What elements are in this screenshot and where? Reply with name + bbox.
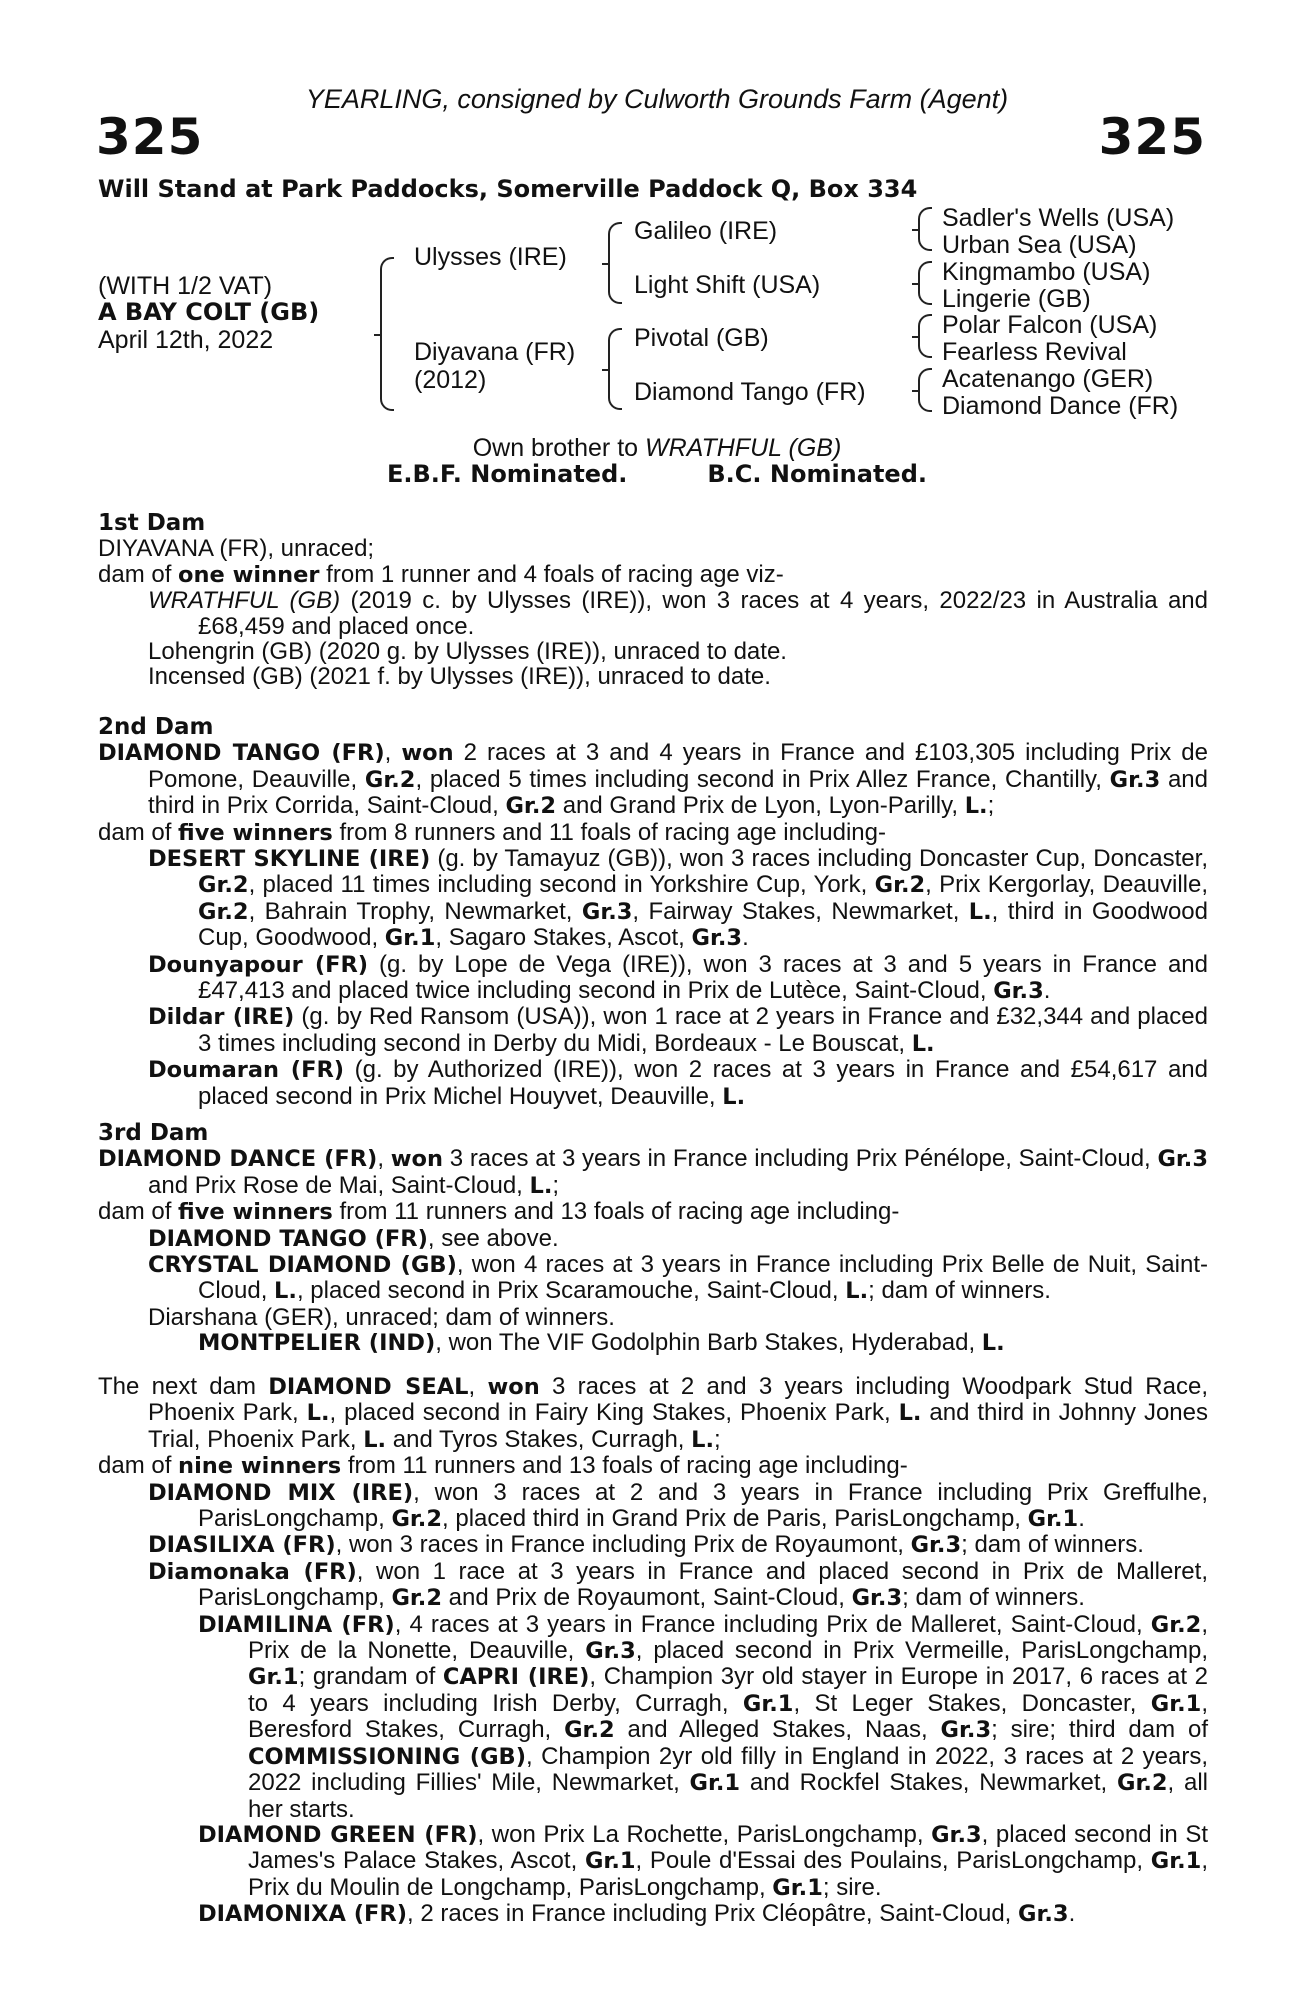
produce-summary: dam of one winner from 1 runner and 4 foals of racing age viz- xyxy=(98,560,784,588)
sire-line-brace xyxy=(608,222,622,304)
nominations xyxy=(0,460,1314,488)
second-dam-section xyxy=(98,715,1208,1110)
great-grandsire-1: Sadler's Wells (USA) xyxy=(942,204,1175,232)
produce-summary: dam of nine winners from 11 runners and 13 foals of racing age including- xyxy=(98,1452,908,1480)
produce-entry: Dounyapour (FR) (g. by Lope de Vega (IRE)), won 3 races at 3 and 5 years in France and £47,413 and placed twice including second in Prix de Lutèce, Saint-Cloud, Gr.3. xyxy=(148,950,1208,1005)
third-dam-section xyxy=(98,1121,1208,1357)
great-grandsire-2: Kingmambo (USA) xyxy=(942,258,1151,286)
great-granddam-1: Urban Sea (USA) xyxy=(942,231,1137,259)
produce-entry: DIAMILINA (FR), 4 races at 3 years in France including Prix de Malleret, Saint-Cloud, Gr.2, Prix de la Nonette, Deauville, Gr.3, placed second in Prix Vermeille, ParisLongchamp, Gr.1; grandam of CAPRI (IRE), Champion 3yr old stayer in Europe in 2017, 6 races at 2 to 4 years including Irish Derby, Curragh, Gr.1, St Leger Stakes, Doncaster, Gr.1, Beresford Stakes, Curragh, Gr.2 and Alleged Stakes, Naas, Gr.3; sire; third dam of COMMISSIONING (GB), Champion 2yr old filly in England in 2022, 3 races at 2 years, 2022 including Fillies' Mile, Newmarket, Gr.1 and Rockfel Stakes, Newmarket, Gr.2, all her starts. xyxy=(198,1610,1209,1823)
produce-entry: MONTPELIER (IND), won The VIF Godolphin Barb Stakes, Hyderabad, L. xyxy=(198,1329,1005,1357)
dam-line: DIYAVANA (FR), unraced; xyxy=(98,535,375,563)
great-granddam-2: Lingerie (GB) xyxy=(942,285,1091,313)
vat-note: (WITH 1/2 VAT) xyxy=(98,272,273,300)
produce-entry: Diamonaka (FR), won 1 race at 3 years in France and placed second in Prix de Malleret, ParisLongchamp, Gr.2 and Prix de Royaumont, Saint-Cloud, Gr.3; dam of winners. xyxy=(148,1557,1208,1612)
produce-entry: WRATHFUL (GB) (2019 c. by Ulysses (IRE)), won 3 races at 4 years, 2022/23 in Australia and £68,459 and placed once. xyxy=(148,587,1209,640)
great-grandsire-3: Polar Falcon (USA) xyxy=(942,311,1158,339)
consignment-line: YEARLING, consigned by Culworth Grounds Farm (Agent) xyxy=(305,84,1009,114)
produce-entry: Doumaran (FR) (g. by Authorized (IRE)), won 2 races at 3 years in France and £54,617 and placed second in Prix Michel Houyvet, Deauville, L. xyxy=(148,1056,1208,1110)
sire: Ulysses (IRE) xyxy=(414,243,567,271)
horse-name: A BAY COLT (GB) xyxy=(98,298,320,326)
bc-nomination: B.C. Nominated. xyxy=(707,460,928,488)
produce-entry: DIAMOND MIX (IRE), won 3 races at 2 and 3 years in France including Prix Greffulhe, ParisLongchamp, Gr.2, placed third in Grand Prix de Paris, ParisLongchamp, Gr.1. xyxy=(148,1478,1209,1533)
dam-record: The next dam DIAMOND SEAL, won 3 races at 2 and 3 years including Woodpark Stud Race, Phoenix Park, L., placed second in Fairy King Stakes, Phoenix Park, L. and third in Johnny Jones Trial, Phoenix Park, L. and Tyros Stakes, Curragh, L.; xyxy=(98,1373,1209,1453)
dam-dam: Diamond Tango (FR) xyxy=(634,378,866,406)
gen3-brace-1 xyxy=(918,207,932,251)
sire-dam-brace xyxy=(380,257,394,411)
dam-line-brace xyxy=(608,328,622,410)
produce-entry: DESERT SKYLINE (IRE) (g. by Tamayuz (GB)), won 3 races including Doncaster Cup, Doncaster, Gr.2, placed 11 times including second in Yorkshire Cup, York, Gr.2, Prix Kergorlay, Deauville, Gr.2, Bahrain Trophy, Newmarket, Gr.3, Fairway Stakes, Newmarket, L., third in Goodwood Cup, Goodwood, Gr.1, Sagaro Stakes, Ascot, Gr.3. xyxy=(148,845,1208,952)
dam: Diyavana (FR) xyxy=(414,338,576,366)
next-dam-section xyxy=(98,1374,1208,1928)
gen3-brace-3 xyxy=(918,314,932,358)
produce-summary: dam of five winners from 8 runners and 11 foals of racing age including- xyxy=(98,818,886,846)
own-brother-name: WRATHFUL (GB) xyxy=(645,434,842,462)
produce-entry: Incensed (GB) (2021 f. by Ulysses (IRE)), unraced to date. xyxy=(148,663,771,691)
sire-dam: Light Shift (USA) xyxy=(634,271,821,299)
lot-number-left: 325 xyxy=(96,108,204,166)
section-heading: 3rd Dam xyxy=(98,1120,209,1146)
produce-entry: Diarshana (GER), unraced; dam of winners. xyxy=(148,1303,615,1331)
ebf-nomination: E.B.F. Nominated. xyxy=(386,460,628,488)
produce-summary: dam of five winners from 11 runners and 13 foals of racing age including- xyxy=(98,1198,900,1226)
produce-entry: CRYSTAL DIAMOND (GB), won 4 races at 3 years in France including Prix Belle de Nuit, Saint-Cloud, L., placed second in Prix Scaramouche, Saint-Cloud, L.; dam of winners. xyxy=(148,1251,1208,1305)
dam-year: (2012) xyxy=(414,366,487,394)
first-dam-section xyxy=(98,511,1208,690)
great-granddam-4: Diamond Dance (FR) xyxy=(942,392,1179,420)
gen3-brace-4 xyxy=(918,368,932,412)
dam-sire: Pivotal (GB) xyxy=(634,324,769,352)
produce-entry: DIAMOND GREEN (FR), won Prix La Rochette, ParisLongchamp, Gr.3, placed second in St James's Palace Stakes, Ascot, Gr.1, Poule d'Essai des Poulains, ParisLongchamp, Gr.1, Prix du Moulin de Longchamp, ParisLongchamp, Gr.1; sire. xyxy=(198,1820,1209,1901)
section-heading: 2nd Dam xyxy=(98,714,214,740)
gen3-brace-2 xyxy=(918,261,932,305)
produce-entry: DIAMOND TANGO (FR), see above. xyxy=(148,1224,559,1252)
dam-record: DIAMOND TANGO (FR), won 2 races at 3 and 4 years in France and £103,305 including Prix de Pomone, Deauville, Gr.2, placed 5 times including second in Prix Allez France, Chantilly, Gr.3 and third in Prix Corrida, Saint-Cloud, Gr.2 and Grand Prix de Lyon, Lyon-Parilly, L.; xyxy=(98,739,1209,820)
dam-record: DIAMOND DANCE (FR), won 3 races at 3 years in France including Prix Pénélope, Saint-Cloud, Gr.3 and Prix Rose de Mai, Saint-Cloud, L.; xyxy=(98,1145,1208,1199)
great-granddam-3: Fearless Revival xyxy=(942,338,1127,366)
produce-entry: DIASILIXA (FR), won 3 races in France including Prix de Royaumont, Gr.3; dam of winners. xyxy=(148,1531,1144,1559)
produce-entry: Lohengrin (GB) (2020 g. by Ulysses (IRE)), unraced to date. xyxy=(148,638,787,666)
produce-entry: DIAMONIXA (FR), 2 races in France including Prix Cléopâtre, Saint-Cloud, Gr.3. xyxy=(198,1900,1076,1928)
great-grandsire-4: Acatenango (GER) xyxy=(942,365,1154,393)
produce-entry: Dildar (IRE) (g. by Red Ransom (USA)), won 1 race at 2 years in France and £32,344 and placed 3 times including second in Derby du Midi, Bordeaux - Le Bouscat, L. xyxy=(148,1003,1208,1057)
lot-number-right: 325 xyxy=(1098,108,1206,166)
stabling-location: Will Stand at Park Paddocks, Somerville Paddock Q, Box 334 xyxy=(98,175,918,203)
foaling-date: April 12th, 2022 xyxy=(98,326,274,354)
sire-sire: Galileo (IRE) xyxy=(634,217,778,245)
section-heading: 1st Dam xyxy=(98,510,206,536)
own-brother-note: Own brother to WRATHFUL (GB) xyxy=(472,434,842,462)
